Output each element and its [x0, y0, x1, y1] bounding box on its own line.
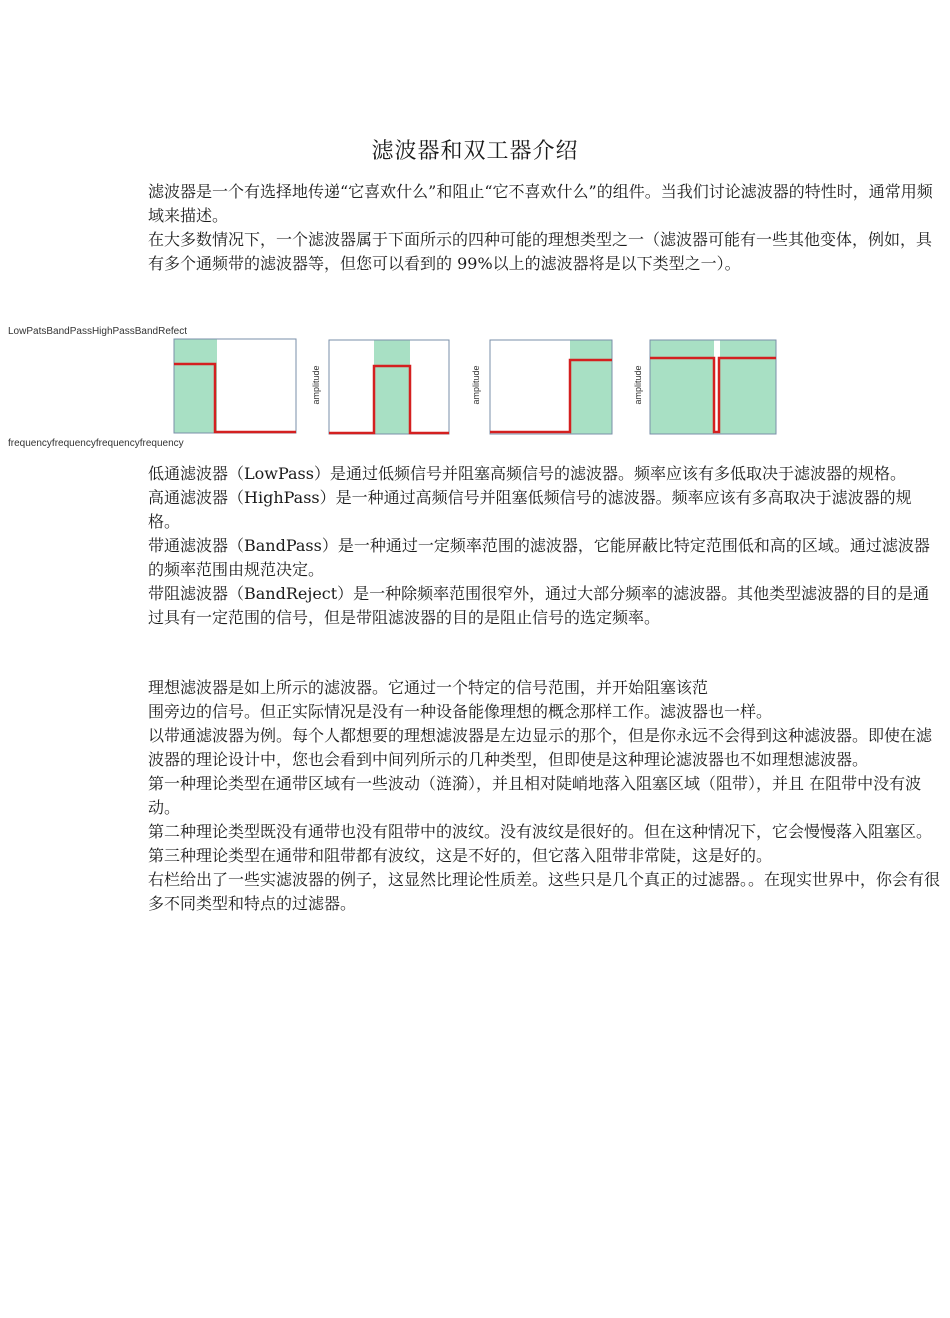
first-theory-type-paragraph: 第一种理论类型在通带区域有一些波动（涟漪），并且相对陡峭地落入阻塞区域（阻带），并且 在阻带中没有波动。 [148, 774, 922, 817]
intro-paragraph-2: 在大多数情况下，一个滤波器属于下面所示的四种可能的理想类型之一（滤波器可能有一些其他变体，例如，具有多个通频带的滤波器等，但您可以看到的 99%以上的滤波器将是以下类型之一）。 [148, 230, 933, 273]
highpass-description: 高通滤波器（HighPass）是一种通过高频信号并阻塞低频信号的滤波器。频率应该有多高取决于滤波器的规格。 [148, 488, 912, 531]
passband-region [374, 340, 410, 434]
third-theory-type-paragraph: 第三种理论类型在通带和阻带都有波纹，这是不好的，但它落入阻带非常陡，这是好的。 [148, 846, 773, 865]
intro-paragraph-1: 滤波器是一个有选择地传递“它喜欢什么”和阻止“它不喜欢什么”的组件。当我们讨论滤波器的特性时，通常用频域来描述。 [148, 182, 933, 225]
lowpass-diagram [170, 336, 298, 436]
ideal-filter-section [148, 676, 940, 916]
lowpass-description: 低通滤波器（LowPass）是通过低频信号并阻塞高频信号的滤波器。频率应该有多低取决于滤波器的规格。 [148, 464, 906, 483]
frequency-axis-labels: frequencyfrequencyfrequencyfrequency [8, 438, 184, 449]
bandreject-diagram [648, 336, 778, 436]
filter-types-figure [170, 336, 780, 436]
real-filters-paragraph: 右栏给出了一些实滤波器的例子，这显然比理论性质差。这些只是几个真正的过滤器。。在现实世界中，你会有很多不同类型和特点的过滤器。 [148, 870, 941, 913]
passband-region-high [720, 340, 776, 434]
y-axis-label: amplitude [311, 365, 321, 405]
bandpass-description: 带通滤波器（BandPass）是一种通过一定频率范围的滤波器，它能屏蔽比特定范围低和高的区域。通过滤波器的频率范围由规范决定。 [148, 536, 930, 579]
passband-region [570, 340, 612, 434]
highpass-diagram [488, 336, 614, 436]
ideal-paragraph-line-1: 理想滤波器是如上所示的滤波器。它通过一个特定的信号范围，并开始阻塞该范 [148, 678, 709, 697]
filter-descriptions [148, 462, 940, 630]
y-axis-label: amplitude [471, 365, 481, 405]
bandpass-diagram [328, 336, 452, 436]
ideal-paragraph-line-2: 围旁边的信号。但正实际情况是没有一种设备能像理想的概念那样工作。滤波器也一样。 [148, 702, 773, 721]
passband-region [174, 339, 217, 433]
y-axis-label: amplitude [633, 365, 643, 405]
bandpass-example-paragraph: 以带通滤波器为例。每个人都想要的理想滤波器是左边显示的那个，但是你永远不会得到这种滤波器。即使在滤波器的理论设计中，您也会看到中间列所示的几种类型，但即使是这种理论滤波器也不如理想滤波器。 [148, 726, 933, 769]
bandreject-description: 带阻滤波器（BandReject）是一种除频率范围很窄外，通过大部分频率的滤波器。其他类型滤波器的目的是通过具有一定范围的信号，但是带阻滤波器的目的是阻止信号的选定频率。 [148, 584, 930, 627]
filter-type-labels: LowPatsBandPassHighPassBandRefect [8, 326, 187, 337]
document-title: 滤波器和双工器介绍 [371, 139, 579, 164]
second-theory-type-paragraph: 第二种理论类型既没有通带也没有阻带中的波纹。没有波纹是很好的。但在这种情况下，它会慢慢落入阻塞区。 [148, 822, 933, 841]
intro-section [148, 180, 940, 276]
passband-region-low [650, 340, 714, 434]
